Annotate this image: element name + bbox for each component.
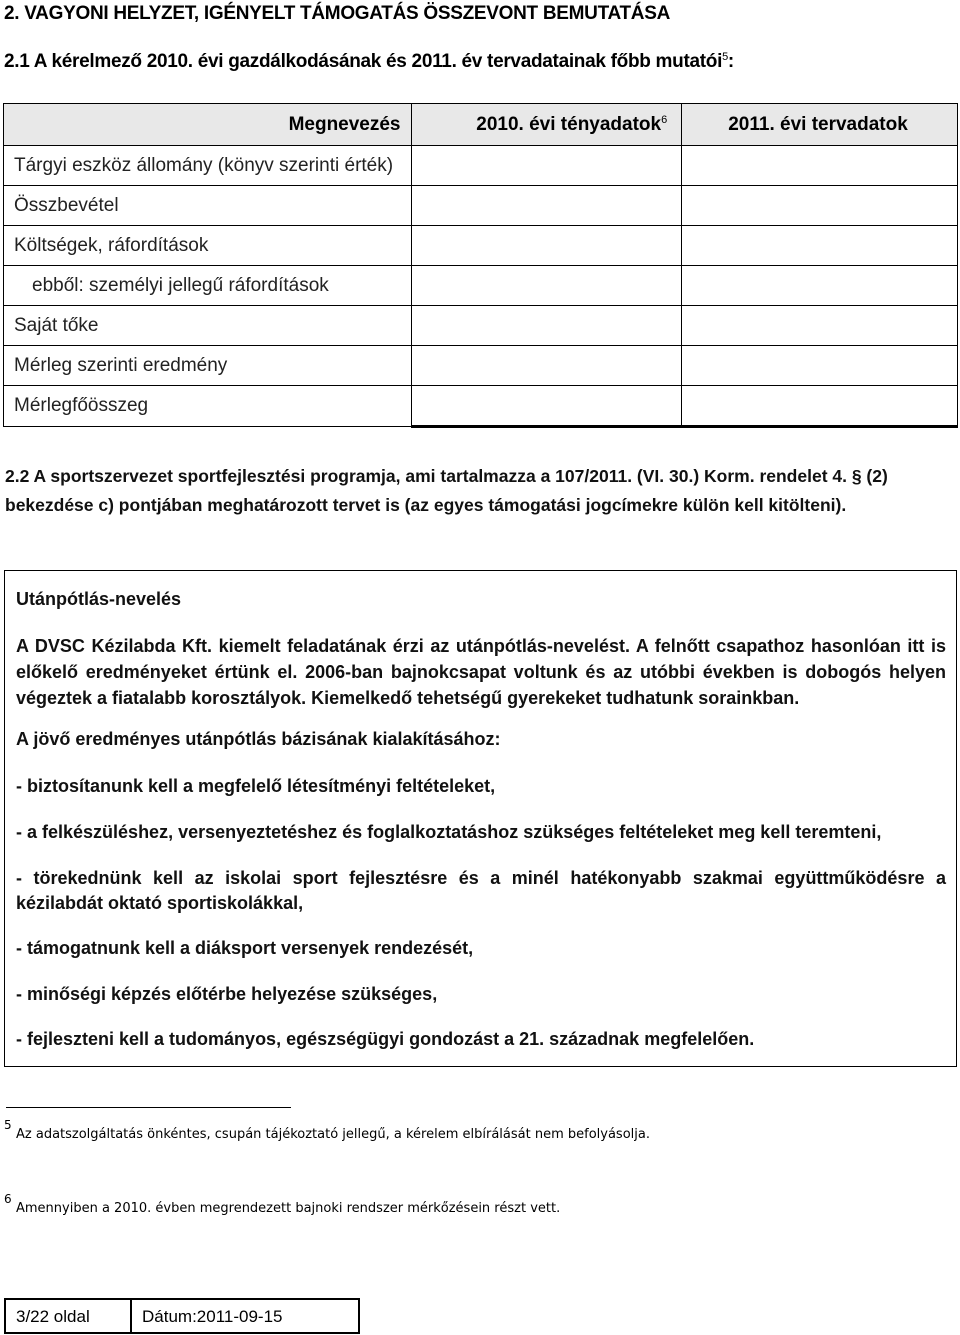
actual-cell[interactable]: [411, 146, 682, 186]
program-title: Utánpótlás-nevelés: [16, 589, 182, 609]
actual-cell[interactable]: [411, 386, 682, 427]
actual-cell[interactable]: [411, 266, 682, 306]
plan-cell[interactable]: [682, 146, 958, 186]
footnote-ref-6: 6: [661, 113, 668, 126]
plan-cell[interactable]: [682, 386, 958, 427]
subsection-text: 2.1 A kérelmező 2010. évi gazdálkodásának és 2011. év tervadatainak főbb mutatói: [4, 51, 723, 72]
table-row: [4, 346, 958, 386]
footnote-text: Az adatszolgáltatás önkéntes, csupán tájékoztató jellegű, a kérelem elbírálását nem befolyásolja.: [16, 1127, 650, 1142]
plan-cell[interactable]: [682, 226, 958, 266]
row-label: Mérleg szerinti eredmény: [4, 346, 412, 386]
row-label: Tárgyi eszköz állomány (könyv szerinti érték): [4, 146, 412, 186]
table-header-row: [4, 104, 958, 146]
header-plan: 2011. évi tervadatok: [682, 104, 958, 146]
list-item: - törekednünk kell az iskolai sport fejlesztésre és a minél hatékonyabb szakmai együttműködésre a kézilabdát oktató sportiskolákkal,: [16, 868, 946, 913]
page-number-box: 3/22 oldal: [4, 1298, 132, 1334]
plan-cell[interactable]: [682, 266, 958, 306]
list-item: - támogatnunk kell a diáksport versenyek rendezését,: [16, 938, 474, 958]
list-item: - fejleszteni kell a tudományos, egészségügyi gondozást a 21. századnak megfelelően.: [16, 1029, 755, 1049]
footnote-number: 6: [4, 1192, 12, 1206]
actual-cell[interactable]: [411, 346, 682, 386]
actual-cell[interactable]: [411, 186, 682, 226]
row-label: ebből: személyi jellegű ráfordítások: [4, 266, 412, 306]
plan-cell[interactable]: [682, 306, 958, 346]
indicator-table: [3, 103, 958, 428]
header-name: Megnevezés: [4, 104, 412, 146]
program-paragraph: A DVSC Kézilabda Kft. kiemelt feladatának érzi az utánpótlás-nevelést. A felnőtt csapathoz hasonlóan itt is előkelő eredményeket értünk el. 2006-ban bajnokcsapat voltunk és az utóbbi években is dobogós helyen végeztek a fiatalabb korosztályok. Kiemelkedő tehetségű gyerekeket tudhatunk sorainkban.: [16, 636, 946, 708]
table-row: [4, 386, 958, 427]
header-actual: [411, 104, 682, 146]
actual-cell[interactable]: [411, 226, 682, 266]
header-actual-label: 2010. évi tényadatok: [476, 113, 662, 135]
subsection-title: [4, 51, 734, 73]
footnote-text: Amennyiben a 2010. évben megrendezett bajnoki rendszer mérkőzésein részt vett.: [16, 1201, 561, 1216]
list-item: - biztosítanunk kell a megfelelő létesítményi feltételeket,: [16, 776, 496, 796]
table-row: [4, 186, 958, 226]
subsection-suffix: :: [727, 51, 734, 72]
table-row: [4, 146, 958, 186]
date-box: Dátum:2011-09-15: [130, 1298, 360, 1334]
plan-cell[interactable]: [682, 346, 958, 386]
footnote-separator: [6, 1107, 291, 1108]
footnote-ref-5: 5: [722, 51, 728, 63]
section-2-2-text: 2.2 A sportszervezet sportfejlesztési programja, ami tartalmazza a 107/2011. (VI. 30.) Korm. rendelet 4. § (2) bekezdése c) pontjában meghatározott tervet is (az egyes támogatási jogcímekre külön kell kitölteni).: [5, 466, 888, 515]
table-row: [4, 306, 958, 346]
row-label: Összbevétel: [4, 186, 412, 226]
footnote-number: 5: [4, 1118, 12, 1132]
list-item: - minőségi képzés előtérbe helyezése szükséges,: [16, 984, 438, 1004]
table-row: [4, 266, 958, 306]
program-box: [4, 570, 957, 1067]
row-label: Mérlegfőösszeg: [4, 386, 412, 427]
row-label: Költségek, ráfordítások: [4, 226, 412, 266]
table-row: [4, 226, 958, 266]
section-title: 2. VAGYONI HELYZET, IGÉNYELT TÁMOGATÁS ÖSSZEVONT BEMUTATÁSA: [4, 3, 670, 24]
list-item: - a felkészüléshez, versenyeztetéshez és foglalkoztatáshoz szükséges feltételeket meg kell teremteni,: [16, 822, 882, 842]
plan-cell[interactable]: [682, 186, 958, 226]
actual-cell[interactable]: [411, 306, 682, 346]
row-label: Saját tőke: [4, 306, 412, 346]
program-subheading: A jövő eredményes utánpótlás bázisának kialakításához:: [16, 729, 501, 749]
